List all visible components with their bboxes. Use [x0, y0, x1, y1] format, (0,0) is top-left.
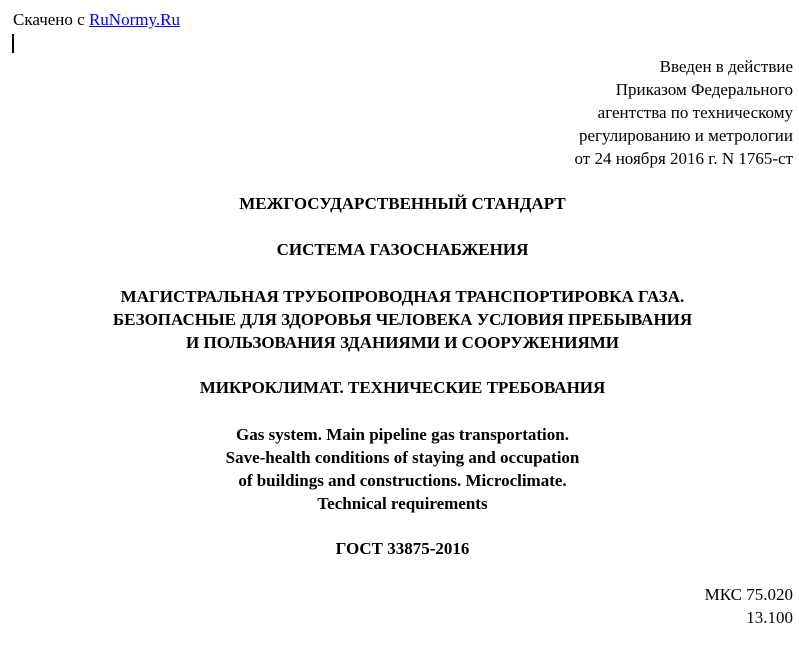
text-cursor — [12, 34, 14, 53]
english-title — [0, 423, 799, 515]
system-heading — [0, 238, 799, 261]
subtitle-text: МИКРОКЛИМАТ. ТЕХНИЧЕСКИЕ ТРЕБОВАНИЯ — [199, 378, 606, 397]
enactment-line: Введен в действие — [659, 57, 793, 76]
gost-number — [0, 537, 799, 560]
standard-heading — [0, 192, 799, 215]
enactment-block — [575, 55, 794, 170]
source-note-prefix: Скачено с — [13, 10, 85, 29]
document-title — [0, 285, 799, 354]
source-note — [13, 9, 180, 31]
document-subtitle — [0, 376, 799, 399]
system-heading-text: СИСТЕМА ГАЗОСНАБЖЕНИЯ — [276, 240, 529, 259]
enactment-line: регулированию и метрологии — [578, 126, 793, 145]
enactment-line: агентства по техническому — [597, 103, 793, 122]
runormy-link[interactable]: RuNormy.Ru — [88, 10, 180, 29]
title-line: И ПОЛЬЗОВАНИЯ ЗДАНИЯМИ И СООРУЖЕНИЯМИ — [186, 333, 619, 352]
english-title-line: Technical requirements — [317, 494, 488, 513]
mks-codes — [705, 583, 793, 629]
gost-number-text: ГОСТ 33875-2016 — [335, 539, 470, 558]
english-title-line: Save-health conditions of staying and occupation — [225, 448, 580, 467]
enactment-line: от 24 ноября 2016 г. N 1765-ст — [574, 149, 793, 168]
title-line: БЕЗОПАСНЫЕ ДЛЯ ЗДОРОВЬЯ ЧЕЛОВЕКА УСЛОВИЯ ПРЕБЫВАНИЯ — [112, 310, 693, 329]
standard-heading-text: МЕЖГОСУДАРСТВЕННЫЙ СТАНДАРТ — [239, 194, 566, 213]
mks-line: 13.100 — [746, 608, 793, 627]
title-line: МАГИСТРАЛЬНАЯ ТРУБОПРОВОДНАЯ ТРАНСПОРТИРОВКА ГАЗА. — [120, 287, 685, 306]
enactment-line: Приказом Федерального — [615, 80, 793, 99]
english-title-line: Gas system. Main pipeline gas transportation. — [236, 425, 569, 444]
english-title-line: of buildings and constructions. Microclimate. — [238, 471, 567, 490]
mks-line: МКС 75.020 — [704, 585, 793, 604]
